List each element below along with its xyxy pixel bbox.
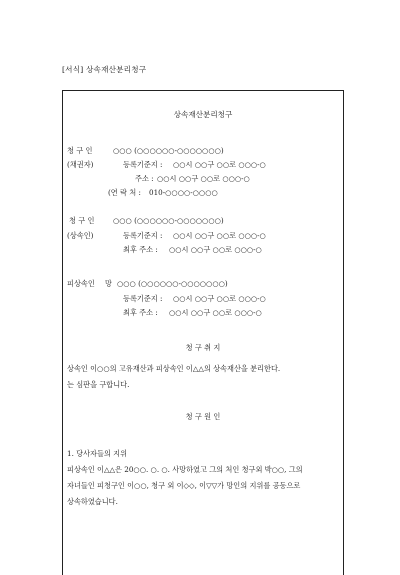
claimant-heir-registry-label: 등록기준지 : (123, 231, 163, 240)
claimant-address-label: 주소 : (135, 174, 154, 183)
section-1-title: 1. 당사자들의 지위 (67, 449, 128, 458)
deceased-last-address-label: 최후 주소 : (123, 308, 158, 317)
claimant-phone: 010-○○○○-○○○○ (149, 188, 218, 197)
deceased-role: 피상속인 (67, 279, 95, 288)
purpose-line-1: 상속인 이○○의 고유재산과 피상속인 이△△의 상속재산을 분리한다. (67, 364, 281, 373)
claimant-heir-registry: ○○시 ○○구 ○○로 ○○○-○ (173, 231, 266, 240)
purpose-heading: 청 구 취 지 (185, 343, 221, 352)
deceased-name-id: ○○○ (○○○○○○-○○○○○○○) (117, 279, 228, 288)
deceased-prefix: 망 (105, 279, 112, 288)
claimant-name-id: ○○○ (○○○○○○-○○○○○○○) (113, 146, 224, 155)
deceased-registry: ○○시 ○○구 ○○로 ○○○-○ (173, 294, 266, 303)
claimant-heir-name-id: ○○○ (○○○○○○-○○○○○○○) (113, 216, 224, 225)
claimant-heir-role: 청 구 인 (69, 216, 95, 225)
deceased-registry-label: 등록기준지 : (123, 294, 163, 303)
claimant-registry-label: 등록기준지 : (123, 160, 163, 169)
claimant-heir-role-sub: (상속인) (67, 231, 94, 240)
claimant-address: ○○시 ○○구 ○○로 ○○○-○ (157, 174, 250, 183)
purpose-line-2: 는 심판을 구합니다. (67, 380, 130, 389)
claimant-phone-label: (연 락 처 : (108, 188, 141, 197)
document-page (62, 90, 344, 575)
section-1-line-1: 피상속인 이△△은 20○○. ○. ○. 사망하였고 그의 처인 청구외 박○○, 그의 (67, 465, 303, 474)
claimant-heir-last-address: ○○시 ○○구 ○○로 ○○○-○ (169, 245, 262, 254)
claimant-role-sub: (채권자) (67, 160, 94, 169)
claimant-heir-last-address-label: 최후 주소 : (123, 245, 158, 254)
document-title: 상속재산분리청구 (173, 110, 233, 119)
claimant-registry: ○○시 ○○구 ○○로 ○○○-○ (173, 160, 266, 169)
section-1-line-3: 상속하였습니다. (67, 497, 118, 506)
form-label: [서식] 상속재산분리청구 (62, 65, 147, 74)
claimant-role: 청 구 인 (67, 146, 93, 155)
section-1-line-2: 자녀들인 피청구인 이○○, 청구 외 이◇◇, 이▽▽가 망인의 지위를 공동으로 (67, 481, 301, 490)
cause-heading: 청 구 원 인 (185, 412, 221, 421)
deceased-last-address: ○○시 ○○구 ○○로 ○○○-○ (169, 308, 262, 317)
